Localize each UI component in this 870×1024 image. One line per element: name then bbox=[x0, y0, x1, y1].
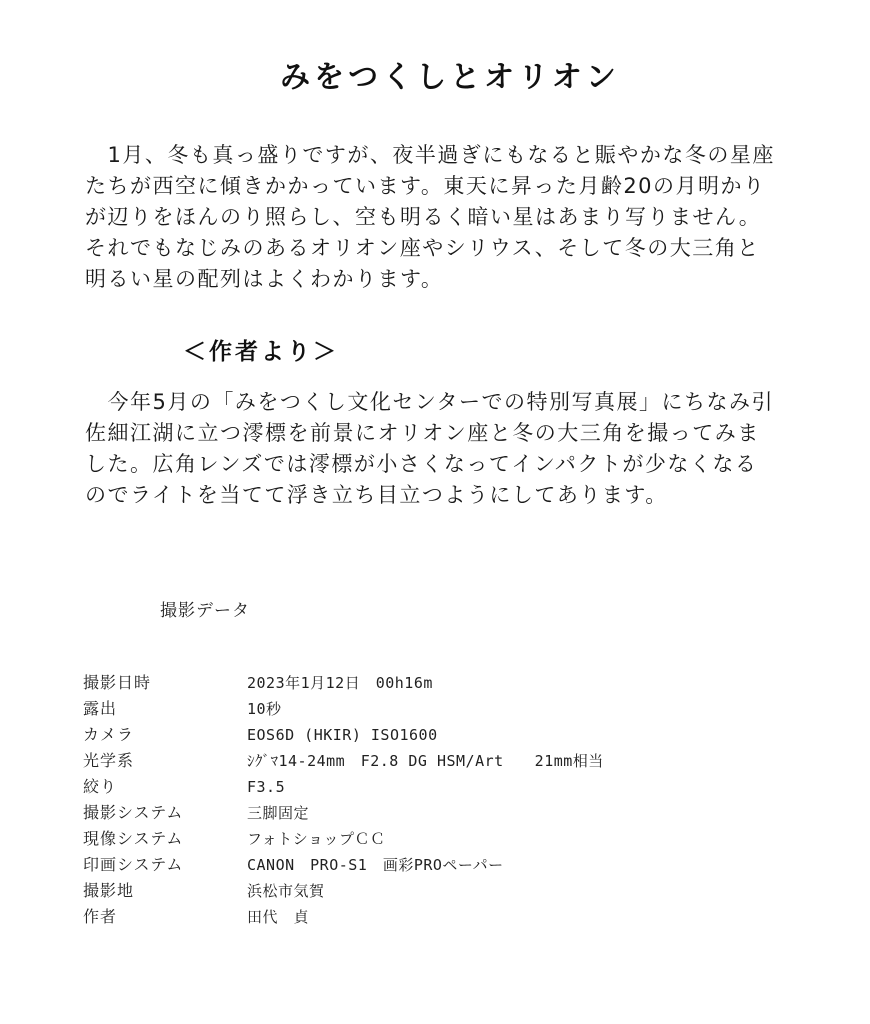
spec-row-camera bbox=[83, 722, 604, 748]
spec-row-aperture bbox=[83, 774, 604, 800]
spec-value: 三脚固定 bbox=[247, 804, 310, 822]
intro-line: 1月、冬も真っ盛りですが、夜半過ぎにもなると賑やかな冬の星座 bbox=[85, 143, 775, 167]
intro-line: それでもなじみのあるオリオン座やシリウス、そして冬の大三角と bbox=[85, 236, 760, 260]
spec-row-exposure bbox=[83, 696, 604, 722]
intro-paragraph bbox=[85, 140, 815, 295]
spec-value: ｼｸﾞﾏ14-24mm F2.8 DG HSM/Art 21mm相当 bbox=[247, 752, 604, 770]
spec-label: 作者 bbox=[83, 907, 118, 926]
spec-label: 撮影日時 bbox=[83, 673, 152, 692]
spec-row-printing-system bbox=[83, 852, 604, 878]
intro-line: 明るい星の配列はよくわかります。 bbox=[85, 267, 444, 291]
spec-label: 露出 bbox=[83, 699, 118, 718]
spec-label: 光学系 bbox=[83, 751, 135, 770]
spec-row-processing-system bbox=[83, 826, 604, 852]
spec-value: 浜松市気賀 bbox=[247, 882, 325, 900]
author-note-paragraph bbox=[85, 387, 815, 511]
spec-label: 現像システム bbox=[83, 829, 184, 848]
author-note-line: 今年5月の「みをつくし文化センターでの特別写真展」にちなみ引 bbox=[85, 390, 775, 414]
spec-value: 田代 貞 bbox=[247, 908, 310, 926]
author-note-line: 佐細江湖に立つ澪標を前景にオリオン座と冬の大三角を撮ってみま bbox=[85, 421, 760, 445]
spec-value: F3.5 bbox=[247, 778, 286, 796]
intro-line: たちが西空に傾きかかっています。東天に昇った月齢20の月明かり bbox=[85, 174, 766, 198]
spec-value: EOS6D (HKIR) ISO1600 bbox=[247, 726, 438, 744]
spec-value: フォトショップＣＣ bbox=[247, 830, 386, 848]
spec-row-date bbox=[83, 670, 604, 696]
spec-value: CANON PRO-S1 画彩PROペーパー bbox=[247, 856, 504, 874]
shooting-data-heading: 撮影データ bbox=[160, 601, 250, 621]
intro-line: が辺りをほんのり照らし、空も明るく暗い星はあまり写りません。 bbox=[85, 205, 762, 229]
shooting-data-table bbox=[83, 670, 604, 930]
spec-row-author bbox=[83, 904, 604, 930]
spec-value: 2023年1月12日 00h16m bbox=[247, 674, 433, 692]
author-note-line: のでライトを当てて浮き立ち目立つようにしてあります。 bbox=[85, 483, 668, 507]
spec-row-optics bbox=[83, 748, 604, 774]
spec-value: 10秒 bbox=[247, 700, 282, 718]
spec-label: 印画システム bbox=[83, 855, 184, 874]
page-title: みをつくしとオリオン bbox=[280, 60, 620, 95]
author-note-heading: ＜作者より＞ bbox=[183, 339, 339, 365]
spec-row-shooting-system bbox=[83, 800, 604, 826]
spec-row-location bbox=[83, 878, 604, 904]
spec-label: 撮影システム bbox=[83, 803, 184, 822]
author-note-line: した。広角レンズでは澪標が小さくなってインパクトが少なくなる bbox=[85, 452, 758, 476]
spec-label: 絞り bbox=[83, 777, 118, 796]
spec-label: カメラ bbox=[83, 725, 135, 744]
spec-label: 撮影地 bbox=[83, 881, 135, 900]
